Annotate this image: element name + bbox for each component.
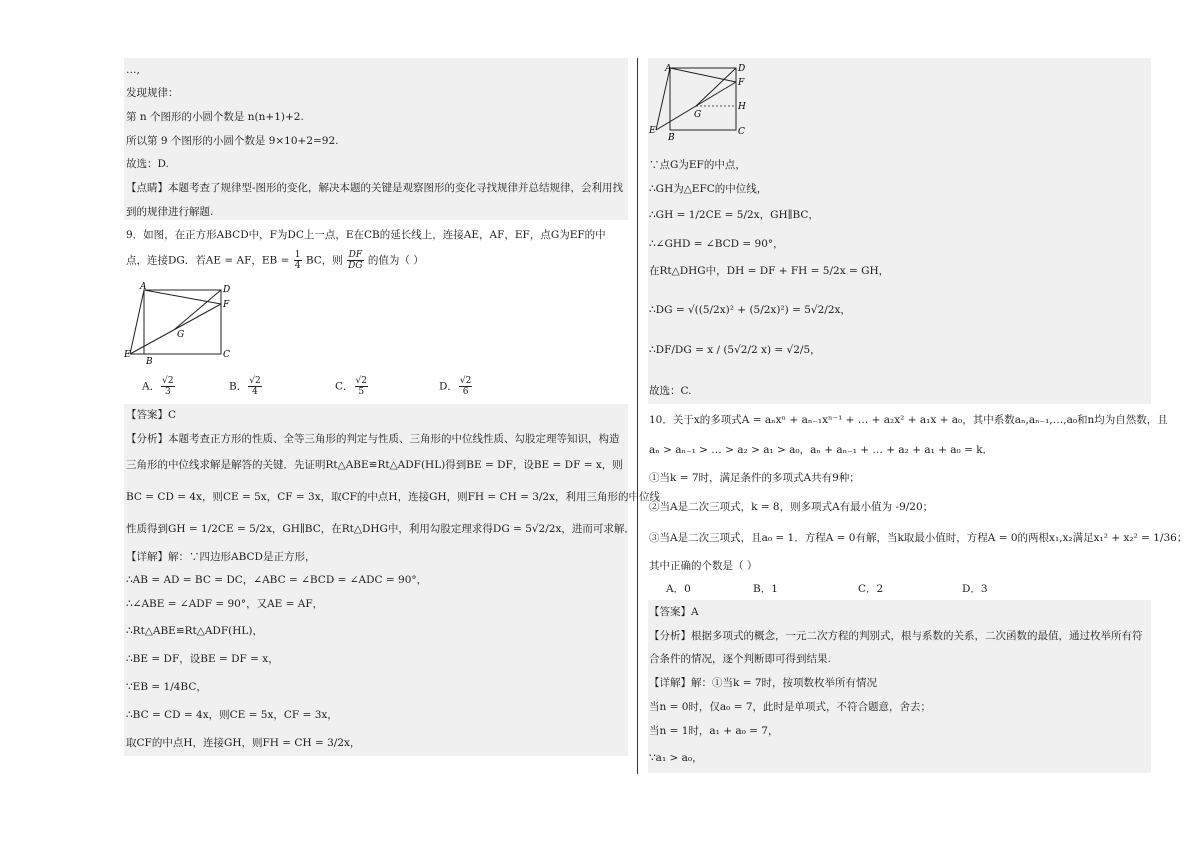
question-10-line: 其中正确的个数是（ ） [649,560,758,572]
option-d: D． $\frac{√2}{6}$ [439,376,472,397]
analysis-line: 三角形的中位线求解是解答的关键．先证明Rt△ABE≌Rt△ADF(HL)得到BE = DF，设BE = DF = x，则 [126,459,623,471]
label-a: A [140,282,147,292]
solution-line: 在Rt△DHG中，DH = DF + FH = 5/2x = GH， [649,265,890,277]
solution-line: ∴GH为△EFC的中位线， [649,183,768,195]
q9-fraction-df-dg: $\frac{DF}{DG}$ [348,250,363,271]
text-line: 所以第 9 个图形的小圆个数是 9×10+2=92. [126,135,339,147]
q10-detail-line: ∵a₁ > a₀， [649,752,703,764]
detail-line: ∵EB = 1/4BC， [126,681,207,693]
text-line: 第 n 个图形的小圆个数是 n(n+1)+2. [126,111,304,123]
text-line: 故选：D. [126,158,169,170]
detail-line: ∴AB = AD = BC = DC，∠ABC = ∠BCD = ∠ADC = 90°， [126,574,428,586]
label-e: E [649,126,656,136]
q10-detail-line: 当n = 0时，仅a₀ = 7，此时是单项式，不符合题意，舍去； [649,701,932,713]
q10-answer: 【答案】A [649,606,699,618]
question-10-line: aₙ > aₙ₋₁ > … > a₂ > a₁ > a₀，aₙ + aₙ₋₁ + … + a₂ + a₁ + a₀ = k． [649,444,994,456]
detail-line: ∴BE = DF，设BE = DF = x， [126,653,279,665]
solution-line: ∴∠GHD = ∠BCD = 90°， [649,238,784,250]
detail-line: ∴Rt△ABE≌Rt△ADF(HL)， [126,625,263,637]
detail-line: 取CF的中点H，连接GH，则FH = CH = 3/2x， [126,737,361,749]
square-figure-with-h-diagram [648,62,750,142]
solution-line: ∵点G为EF的中点， [649,159,746,171]
text-line: 发现规律： [126,87,179,99]
q9-text-a: 点，连接DG．若AE = AF，EB = [126,254,290,267]
label-b: B [668,133,675,142]
option-c: C． $\frac{√2}{5}$ [335,376,368,397]
text-line: 【点睛】本题考查了规律型-图形的变化，解决本题的关键是观察图形的变化寻找规律并总结规律，会利用找 [126,182,624,194]
question-10-line: ③当A是二次三项式，且a₀ = 1．方程A = 0有解，当k取最小值时，方程A = 0的两根x₁,x₂满足x₁² + x₂² = 1/36； [649,532,1188,544]
label-g: G [694,110,702,120]
detail-line: ∴∠ABE = ∠ADF = 90°，又AE = AF， [126,598,324,610]
label-h: H [738,102,746,112]
solution-line: ∴DG = √((5/2x)² + (5/2x)²) = 5√2/2x， [649,304,851,316]
q10-option-d: D．3 [962,583,988,595]
q10-option-b: B．1 [753,583,778,595]
q10-detail-line: 当n = 1时，a₁ + a₀ = 7， [649,725,779,737]
label-d: D [738,64,746,74]
question-9-line-2 [126,250,424,271]
square-figure-diagram [124,282,240,368]
option-a: A． $\frac{√2}{3}$ [142,376,174,397]
q10-option-a: A．0 [666,583,691,595]
analysis-line: 【分析】本题考查正方形的性质、全等三角形的判定与性质、三角形的中位线性质、勾股定理等知识，构造 [126,433,620,445]
label-c: C [738,127,745,137]
label-f: F [223,300,230,310]
option-b: B． $\frac{√2}{4}$ [229,376,261,397]
solution-line: ∴GH = 1/2CE = 5/2x，GH∥BC， [649,209,819,221]
q9-text-c: 的值为（ ） [367,254,424,267]
question-10-line: 10．关于x的多项式A = aₙxⁿ + aₙ₋₁xⁿ⁻¹ + … + a₂x² + a₁x + a₀，其中系数aₙ,aₙ₋₁,…,a₀和n均为自然数，且 [649,414,1168,426]
label-e: E [124,350,131,360]
label-d: D [223,285,231,295]
analysis-line: BC = CD = 4x，则CE = 5x，CF = 3x，取CF的中点H，连接GH，则FH = CH = 3/2x，利用三角形的中位线 [126,491,661,503]
label-f: F [738,78,745,88]
q10-analysis-line: 【分析】根据多项式的概念，一元二次方程的判别式，根与系数的关系，二次函数的最值，通过枚举所有符 [649,630,1143,642]
text-line: 到的规律进行解题. [126,206,214,218]
solution-line: 故选：C. [649,385,692,397]
detail-line: 【详解】解：∵四边形ABCD是正方形， [126,551,316,563]
q10-analysis-line: 合条件的情况，逐个判断即可得到结果. [649,653,831,665]
q10-option-c: C．2 [858,583,884,595]
question-10-line: ①当k = 7时，满足条件的多项式A共有9种； [649,472,860,484]
q9-fraction-eb: $\frac{1}{4}$ [294,250,301,271]
q9-text-b: BC，则 [305,254,343,267]
label-b: B [146,357,153,367]
label-a: A [665,64,672,74]
question-9-line-1: 9．如图，在正方形ABCD中，F为DC上一点，E在CB的延长线上，连接AE，AF，EF，点G为EF的中 [126,229,606,241]
text-line: …, [126,64,140,76]
answer-line: 【答案】C [126,409,177,421]
detail-line: ∴BC = CD = 4x，则CE = 5x，CF = 3x， [126,709,338,721]
analysis-line: 性质得到GH = 1/2CE = 5/2x，GH∥BC，在Rt△DHG中，利用勾股定理求得DG = 5√2/2x，进而可求解． [126,523,635,535]
solution-line: ∴DF/DG = x / (5√2/2 x) = √2/5， [649,344,821,356]
column-divider [637,58,638,774]
q10-detail-line: 【详解】解：①当k = 7时，按项数枚举所有情况 [649,677,878,689]
question-10-line: ②当A是二次三项式，k = 8，则多项式A有最小值为 -9/20； [649,501,934,513]
label-g: G [177,330,185,340]
label-c: C [223,350,230,360]
